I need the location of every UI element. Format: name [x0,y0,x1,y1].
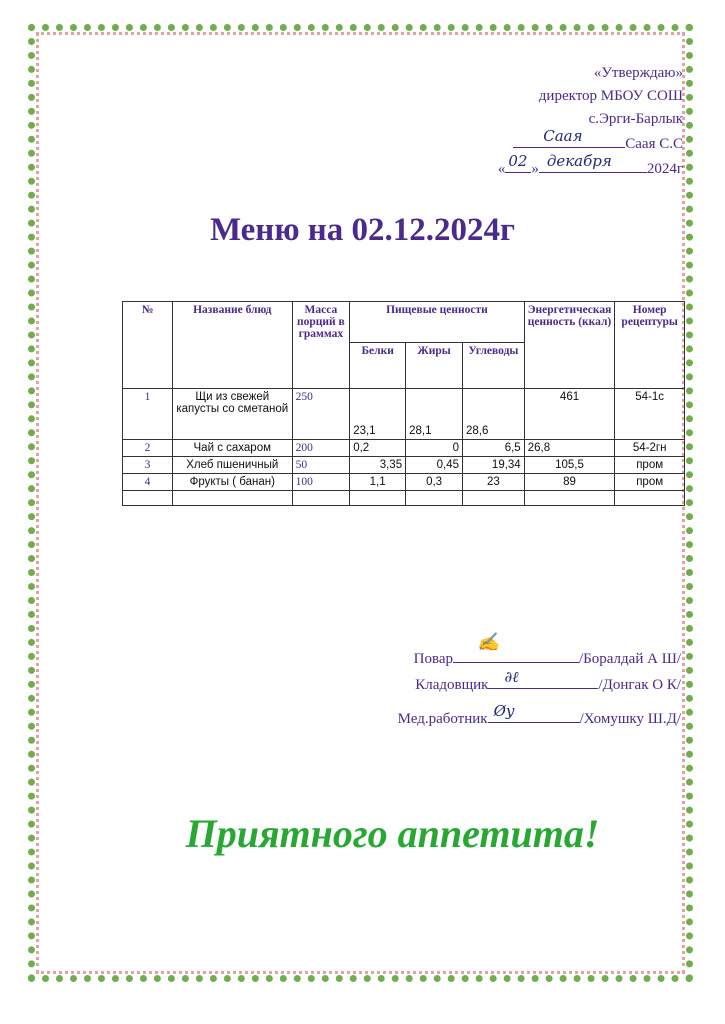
cell-energy: 89 [524,474,615,491]
date-month: декабря [546,152,612,170]
cell-fats: 0 [406,440,463,457]
cook-handwritten-signature: ✍ [476,632,500,653]
cook-signature-line [453,632,579,663]
header-energy: Энергетическая ценность (ккал) [524,302,615,389]
medic-signature-row [321,702,681,732]
storekeeper-handwritten-signature: ∂ℓ [504,668,519,686]
cell-num: 3 [123,457,173,474]
date-year: 2024г [646,161,683,177]
table-row [123,457,685,474]
cell-recipe: 54-1с [615,389,685,440]
cell-proteins: 0,2 [350,440,406,457]
director-handwritten-signature: Саая [543,127,583,145]
cell-name: Фрукты ( банан) [172,474,292,491]
director-name: Саая С.С [625,136,683,152]
cell-carbs: 19,34 [463,457,525,474]
cell-fats: 0,45 [406,457,463,474]
cell-recipe: пром [615,474,685,491]
medic-label: Мед.работник [397,711,488,727]
storekeeper-label: Кладовщик [415,677,489,693]
medic-name: /Хомушку Ш.Д/ [579,711,681,727]
header-num: № [123,302,173,389]
header-name: Название блюд [172,302,292,389]
cook-signature-row [321,632,681,672]
date-close-quote: » [531,161,539,177]
header-carbs: Углеводы [463,343,525,389]
date-month-underline [539,152,647,173]
medic-handwritten-signature: Øy [493,702,515,720]
date-day-underline [505,152,531,173]
table-row [123,440,685,457]
cell-name: Хлеб пшеничный [172,457,292,474]
cell-name: Щи из свежей капусты со сметаной [172,389,292,440]
table-row [123,389,685,440]
date-day: 02 [508,152,528,170]
cell-fats: 28,1 [406,389,463,440]
cook-name: /Боралдай А Ш/ [578,651,681,667]
cell-energy: 461 [524,389,615,440]
cell-proteins: 3,35 [350,457,406,474]
table-row [123,474,685,491]
cell-recipe: пром [615,457,685,474]
storekeeper-signature-line [488,668,598,689]
cell-proteins: 23,1 [350,389,406,440]
signatures-block [321,632,681,732]
header-recipe: Номер рецептуры [615,302,685,389]
table-row-empty [123,491,685,506]
cell-num: 1 [123,389,173,440]
header-fats: Жиры [406,343,463,389]
storekeeper-signature-row [321,668,681,698]
approval-date-line [423,152,683,181]
cell-carbs: 6,5 [463,440,525,457]
header-nutrition: Пищевые ценности [350,302,525,343]
cell-energy: 26,8 [524,440,615,457]
header-proteins: Белки [350,343,406,389]
cell-carbs: 23 [463,474,525,491]
approval-line-2: директор МБОУ СОШ [538,88,683,104]
signature-underline [513,127,625,148]
cell-carbs: 28,6 [463,389,525,440]
approval-line-1: «Утверждаю» [593,65,683,81]
cell-proteins: 1,1 [350,474,406,491]
cell-energy: 105,5 [524,457,615,474]
menu-table [122,301,685,506]
cell-mass: 200 [292,440,350,457]
closing-wish: Приятного аппетита! [185,811,600,856]
cell-mass: 250 [292,389,350,440]
cell-num: 4 [123,474,173,491]
page-title: Меню на 02.12.2024г [209,212,516,248]
header-mass: Масса порций в граммах [292,302,350,389]
storekeeper-name: /Донгак О К/ [598,677,681,693]
cell-name: Чай с сахаром [172,440,292,457]
cook-label: Повар [413,651,453,667]
approval-block [423,62,683,181]
date-open-quote: « [497,161,506,177]
cell-recipe: 54-2гн [615,440,685,457]
cell-mass: 100 [292,474,350,491]
cell-mass: 50 [292,457,350,474]
medic-signature-line [488,702,580,723]
cell-fats: 0,3 [406,474,463,491]
cell-num: 2 [123,440,173,457]
approval-line-3: с.Эрги-Барлык [588,111,683,127]
table-header-row [123,302,685,343]
